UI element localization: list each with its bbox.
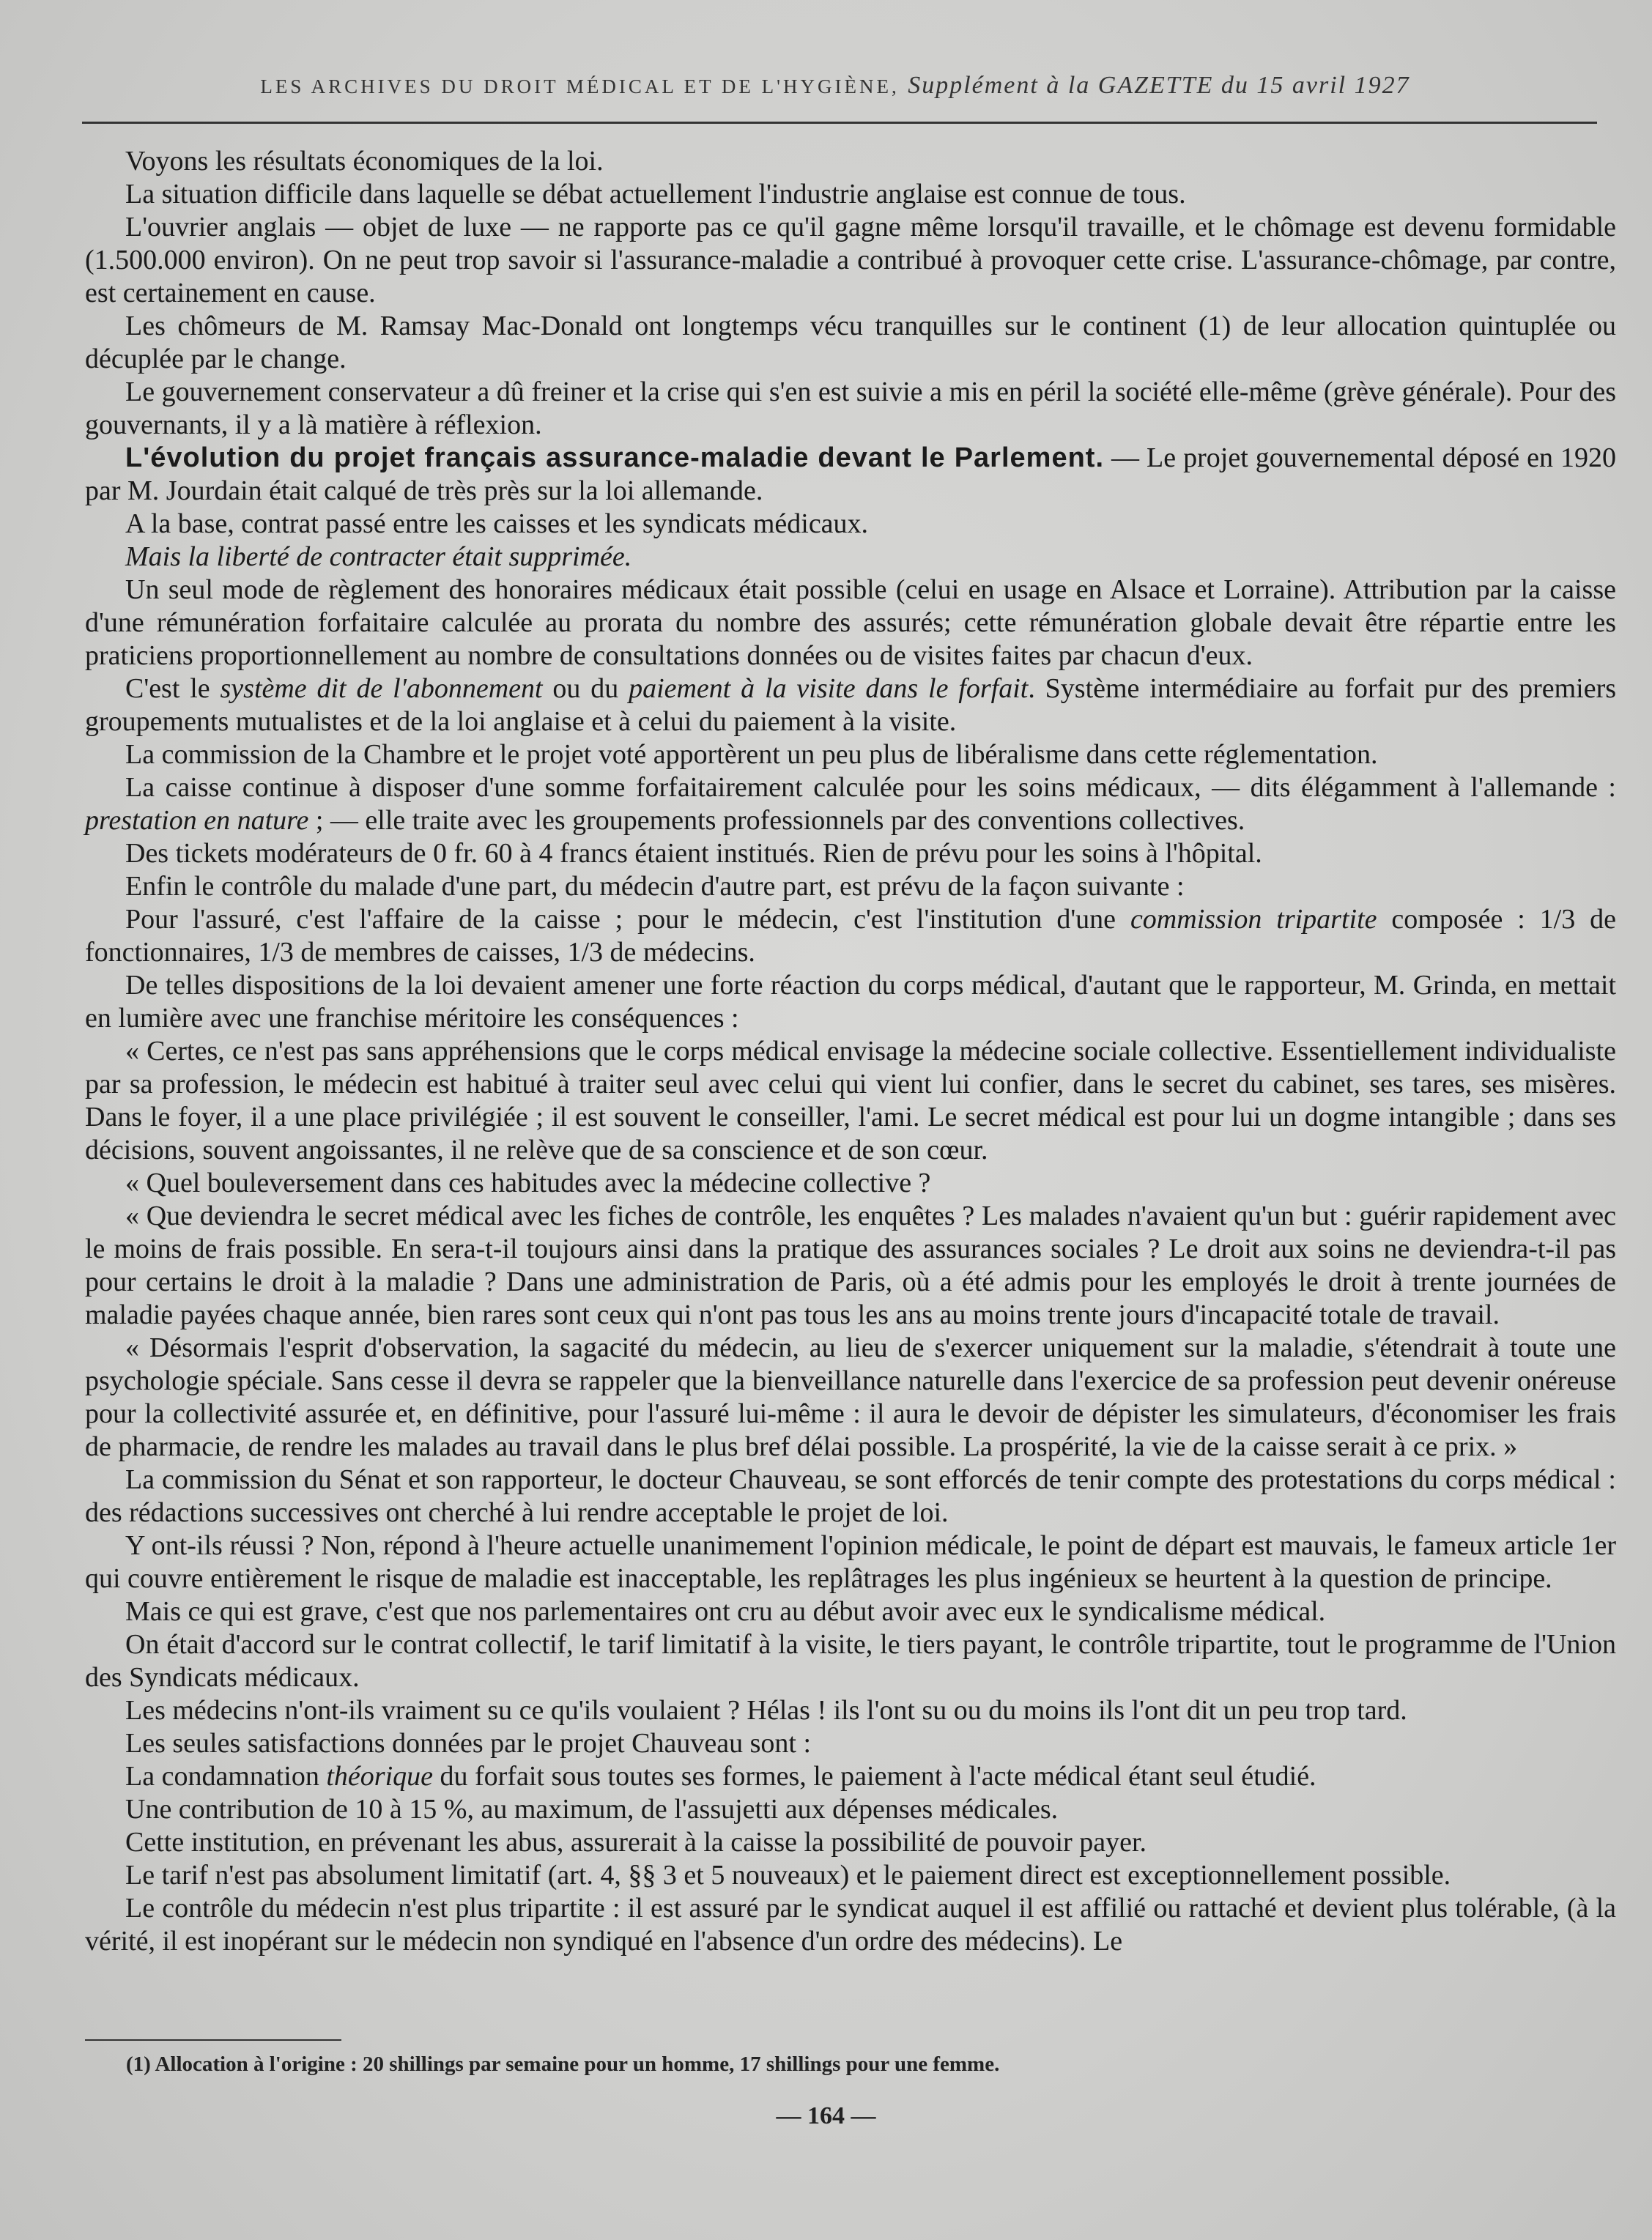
article-body — [85, 145, 1616, 1958]
paragraph-text: On était d'accord sur le contrat collectif, le tarif limitatif à la visite, le tiers payant, le contrôle tripartite, tout le programme de l'Union des Syndicats médicaux. — [85, 1629, 1616, 1693]
page-number: — 164 — — [776, 2102, 876, 2129]
paragraph-text: — Le projet gouvernemental déposé en 1920 par M. Jourdain était calqué de très près sur la loi allemande. — [85, 442, 1616, 506]
paragraph — [85, 178, 1616, 211]
paragraph — [85, 1595, 1616, 1628]
paragraph-text: La condamnation — [125, 1761, 327, 1792]
paragraph — [85, 837, 1616, 870]
paragraph — [85, 1332, 1616, 1464]
paragraph — [85, 1529, 1616, 1595]
paragraph — [85, 508, 1616, 541]
paragraph — [85, 1167, 1616, 1200]
paragraph-text: Voyons les résultats économiques de la loi. — [125, 146, 604, 177]
paragraph — [85, 145, 1616, 178]
paragraph-text: composée : 1/3 de fonctionnaires, 1/3 de membres de caisses, 1/3 de médecins. — [85, 904, 1617, 968]
paragraph — [85, 1892, 1616, 1958]
italic-text: Mais la liberté de contracter était supprimée. — [125, 541, 632, 572]
paragraph-text: Le contrôle du médecin n'est plus tripartite : il est assuré par le syndicat auquel il est affilié ou rattaché et devient plus tolérable, (à la vérité, il est inopérant sur le médecin non syndiqué en l'absence d'un ordre des médecins). Le — [85, 1893, 1616, 1957]
footnote: (1) Allocation à l'origine : 20 shillings par semaine pour un homme, 17 shillings pour une femme. — [126, 2052, 1000, 2076]
paragraph-text: Les médecins n'ont-ils vraiment su ce qu'ils voulaient ? Hélas ! ils l'ont su ou du moins ils l'ont dit un peu trop tard. — [125, 1695, 1407, 1726]
paragraph — [85, 310, 1616, 376]
paragraph-text: Le gouvernement conservateur a dû freiner et la crise qui s'en est suivie a mis en péril la société elle-même (grève générale). Pour des gouvernants, il y a là matière à réflexion. — [85, 377, 1616, 440]
paragraph — [85, 870, 1616, 903]
paragraph-text: Les chômeurs de M. Ramsay Mac-Donald ont longtemps vécu tranquilles sur le continent (1) de leur allocation quintuplée ou décuplée par le change. — [85, 311, 1616, 374]
paragraph-text: Le tarif n'est pas absolument limitatif (art. 4, §§ 3 et 5 nouveaux) et le paiement direct est exceptionnellement possible. — [125, 1860, 1451, 1891]
supplement-date: Supplément à la GAZETTE du 15 avril 1927 — [908, 72, 1410, 99]
paragraph — [85, 771, 1616, 837]
italic-text: théorique — [326, 1761, 433, 1792]
paragraph — [85, 1826, 1616, 1859]
paragraph — [85, 903, 1616, 969]
running-header — [73, 72, 1597, 100]
paragraph — [85, 1464, 1616, 1529]
paragraph — [85, 1035, 1616, 1167]
paragraph-text: « Que deviendra le secret médical avec les fiches de contrôle, les enquêtes ? Les malades n'avaient qu'un but : guérir rapidement avec le moins de frais possible. En sera-t-il toujours ainsi dans la pratique des assurances sociales ? Le droit aux soins ne deviendra-t-il pas pour certains le droit à la maladie ? Dans une administration de Paris, où a été admis pour les employés le droit à trente journées de maladie payées chaque année, bien rares sont ceux qui n'ont pas tous les ans au moins trente jours d'incapacité totale de travail. — [85, 1201, 1616, 1330]
paragraph-text: Mais ce qui est grave, c'est que nos parlementaires ont cru au début avoir avec eux le syndicalisme médical. — [125, 1596, 1326, 1627]
paragraph-text: L'ouvrier anglais — objet de luxe — ne rapporte pas ce qu'il gagne même lorsqu'il travaille, et le chômage est devenu formidable (1.500.000 environ). On ne peut trop savoir si l'assurance-maladie a contribué à provoquer cette crise. L'assurance-chômage, par contre, est certainement en cause. — [85, 212, 1616, 308]
paragraph-text: Pour l'assuré, c'est l'affaire de la caisse ; pour le médecin, c'est l'institution d'une — [125, 904, 1130, 935]
paragraph-text: Des tickets modérateurs de 0 fr. 60 à 4 francs étaient institués. Rien de prévu pour les soins à l'hôpital. — [125, 838, 1262, 869]
paragraph-text: du forfait sous toutes ses formes, le paiement à l'acte médical étant seul étudié. — [433, 1761, 1316, 1792]
paragraph-text: « Désormais l'esprit d'observation, la sagacité du médecin, au lieu de s'exercer uniquement sur la maladie, s'étendrait à toute une psychologie spéciale. Sans cesse il devra se rappeler que la bienveillance naturelle dans l'exercice de sa profession peut devenir onéreuse pour la collectivité assurée et, en définitive, pour l'assuré lui-même : il aura le devoir de dépister les simulateurs, d'économiser les frais de pharmacie, de rendre les malades au travail dans le plus bref délai possible. La prospérité, la vie de la caisse serait à ce prix. » — [85, 1332, 1616, 1462]
footnote-rule — [85, 2039, 341, 2041]
italic-text: paiement à la visite dans le forfait — [629, 673, 1029, 704]
journal-title: LES ARCHIVES DU DROIT MÉDICAL ET DE L'HYGIÈNE, — [260, 75, 900, 97]
paragraph-text: Un seul mode de règlement des honoraires médicaux était possible (celui en usage en Alsace et Lorraine). Attribution par la caisse d'une rémunération forfaitaire calculée au prorata du nombre des assurés; cette rémunération globale devait être répartie entre les praticiens proportionnellement au nombre de consultations données ou de visites faites par chacun d'eux. — [85, 574, 1616, 671]
section-heading-paragraph — [85, 442, 1616, 508]
paragraph-text: Les seules satisfactions données par le projet Chauveau sont : — [125, 1728, 812, 1759]
paragraph-text: De telles dispositions de la loi devaient amener une forte réaction du corps médical, d'autant que le rapporteur, M. Grinda, en mettait en lumière avec une franchise méritoire les conséquences : — [85, 970, 1616, 1034]
header-rule — [82, 122, 1597, 124]
paragraph — [85, 1628, 1616, 1694]
paragraph-text: Cette institution, en prévenant les abus, assurerait à la caisse la possibilité de pouvoir payer. — [125, 1827, 1147, 1858]
paragraph-text: « Quel bouleversement dans ces habitudes avec la médecine collective ? — [125, 1168, 931, 1198]
paragraph-text: La situation difficile dans laquelle se débat actuellement l'industrie anglaise est connue de tous. — [125, 179, 1186, 209]
paragraph — [85, 672, 1616, 738]
section-heading: L'évolution du projet français assurance-maladie devant le Parlement. — [125, 442, 1105, 473]
italic-text: système dit de l'abonnement — [220, 673, 543, 704]
paragraph-text: La caisse continue à disposer d'une somme forfaitairement calculée pour les soins médicaux, — dits élégamment à l'allemande : — [125, 772, 1616, 803]
paragraph-text: « Certes, ce n'est pas sans appréhensions que le corps médical envisage la médecine sociale collective. Essentiellement individualiste par sa profession, le médecin est habitué à traiter seul avec celui qui vient lui confier, dans le secret du cabinet, ses tares, ses misères. Dans le foyer, il a une place privilégiée ; il est souvent le conseiller, l'ami. Le secret médical est pour lui un dogme intangible ; dans ses décisions, souvent angoissantes, il ne relève que de sa conscience et de son cœur. — [85, 1036, 1616, 1165]
paragraph — [85, 376, 1616, 442]
paragraph-text: ou du — [542, 673, 629, 704]
paragraph — [85, 1200, 1616, 1332]
paragraph-text: La commission de la Chambre et le projet voté apportèrent un peu plus de libéralisme dans cette réglementation. — [125, 739, 1378, 770]
paragraph — [85, 1760, 1616, 1793]
paragraph-text: . Système intermédiaire au forfait pur des premiers groupements mutualistes et de la loi anglaise et à celui du paiement à la visite. — [85, 673, 1617, 737]
paragraph — [85, 541, 1616, 574]
paragraph-text: Une contribution de 10 à 15 %, au maximum, de l'assujetti aux dépenses médicales. — [125, 1794, 1059, 1825]
paragraph — [85, 738, 1616, 771]
paragraph — [85, 1793, 1616, 1826]
paragraph-text: Enfin le contrôle du malade d'une part, du médecin d'autre part, est prévu de la façon suivante : — [125, 871, 1185, 902]
paragraph — [85, 211, 1616, 310]
italic-text: commission tripartite — [1130, 904, 1377, 935]
italic-text: prestation en nature — [85, 805, 309, 836]
paragraph — [85, 969, 1616, 1035]
paragraph-text: Y ont-ils réussi ? Non, répond à l'heure actuelle unanimement l'opinion médicale, le point de départ est mauvais, le fameux article 1er qui couvre entièrement le risque de maladie est inacceptable, les replâtrages les plus ingénieux se heurtent à la question de principe. — [85, 1530, 1616, 1594]
paragraph — [85, 574, 1616, 672]
paragraph-text: La commission du Sénat et son rapporteur, le docteur Chauveau, se sont efforcés de tenir compte des protestations du corps médical : des rédactions successives ont cherché à lui rendre acceptable le projet de loi. — [85, 1464, 1616, 1528]
paragraph — [85, 1859, 1616, 1892]
paragraph — [85, 1694, 1616, 1727]
paragraph-text: C'est le — [125, 673, 221, 704]
paragraph-text: ; — elle traite avec les groupements professionnels par des conventions collectives. — [308, 805, 1245, 836]
paragraph — [85, 1727, 1616, 1760]
paragraph-text: A la base, contrat passé entre les caisses et les syndicats médicaux. — [125, 508, 869, 539]
